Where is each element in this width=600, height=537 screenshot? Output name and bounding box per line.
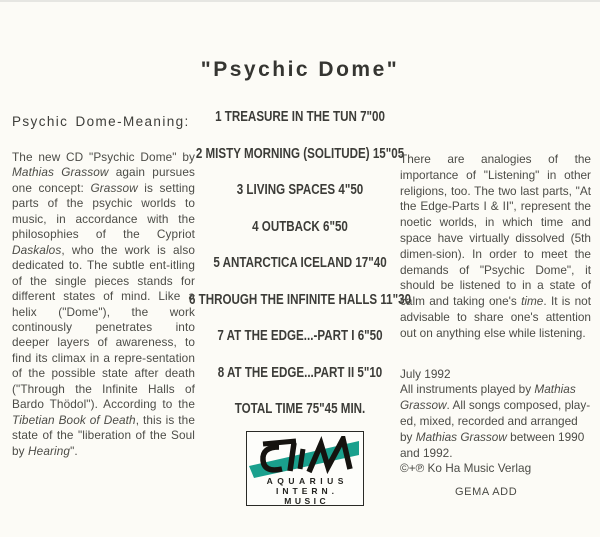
logo-text-intern: INTERN. [276, 486, 338, 496]
track-item: 4 OUTBACK 6"50 [252, 218, 348, 235]
credits-date: July 1992 [400, 366, 451, 381]
meaning-paragraph: The new CD "Psychic Dome" by Mathias Grassow again pursues one concept: Grassow is setting parts of the psychic worlds to music, in accordance with the philosophies of the Cypriot Daskalos, who the work is also dedicated to. The subtle ent-itling of the single pieces stands for different states of mind. Like a helix ("Dome"), the work continously penetrates into deeper layers of awareness, to find its climax in a repre-sentation of the possible state after death ("Through the Infinite Halls of Bardo Thödol"). According to the Tibetian Book of Death, this is the state of the "liberation of the Soul by Hearing". [12, 150, 196, 458]
track-item: 6 THROUGH THE INFINITE HALLS 11"30 [188, 291, 412, 308]
track-item: 8 AT THE EDGE...PART II 5"10 [217, 364, 383, 381]
scan-top-edge [0, 0, 600, 2]
track-item: 3 LIVING SPACES 4"50 [236, 182, 364, 199]
total-time: TOTAL TIME 75"45 MIN. [234, 401, 366, 418]
listening-paragraph: There are analogies of the importance of "Listening" in other religions, too. The two last parts, "At the Edge-Parts I & II", represent the noetic worlds, in which time and space have virtually dissolved (5th dimen-sion). In order to meet the demands of "Psychic Dome", it should be listened to in a state of calm and taking one's time. It is not advisable to share one's attention out on anything else while listening. [400, 152, 591, 340]
meaning-heading: Psychic Dome-Meaning: [12, 114, 190, 129]
track-item: 7 AT THE EDGE...-PART I 6"50 [217, 328, 383, 345]
logo-text-aquarius: AQUARIUS [266, 476, 348, 486]
album-title: "Psychic Dome" [200, 58, 400, 81]
credits-text: All instruments played by Mathias Grassow. All songs composed, play-ed, mixed, recorded and arranged by Mathias Grassow between 1990 and 1992. [400, 382, 591, 460]
gema-label: GEMA ADD [455, 486, 518, 498]
tracklist [160, 99, 440, 428]
track-item: 2 MISTY MORNING (SOLITUDE) 15"05 [195, 145, 405, 162]
track-item: 5 ANTARCTICA ICELAND 17"40 [213, 255, 387, 272]
credits-block [400, 367, 591, 478]
track-item: 1 TREASURE IN THE TUN 7"00 [215, 109, 385, 126]
aim-logo [246, 431, 364, 506]
aim-logo-brush-icon [249, 436, 359, 480]
meaning-column [12, 114, 195, 459]
listening-column [400, 152, 591, 477]
logo-text-music: MUSIC [284, 496, 330, 506]
rights-line: ©+℗ Ko Ha Music Verlag [400, 461, 532, 476]
